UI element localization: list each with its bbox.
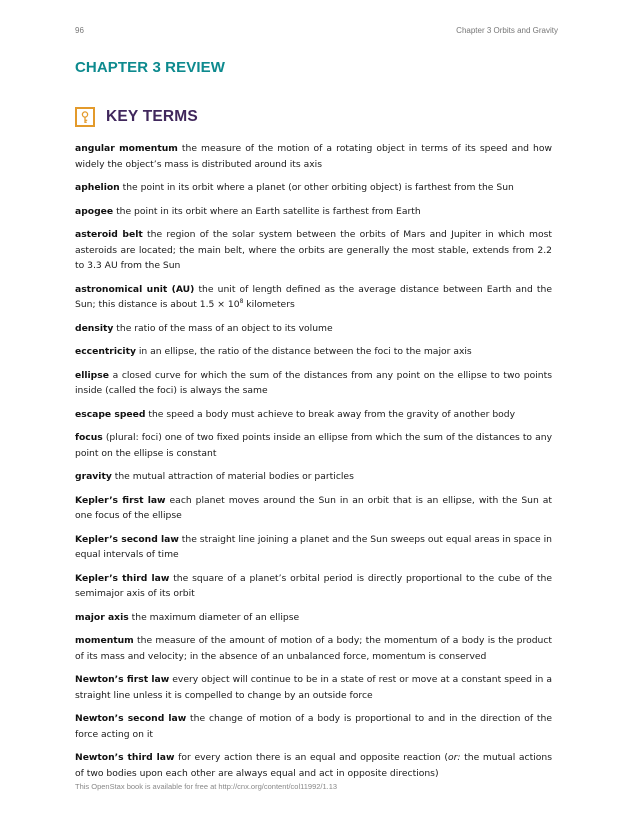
term-definition: the square of a planet’s orbital period is directly proportional to the cube of the semimajor axis of its orbit [75, 572, 552, 599]
key-term-entry [75, 571, 552, 602]
key-icon [75, 107, 95, 127]
term-name: gravity [75, 471, 112, 482]
term-name: momentum [75, 635, 134, 646]
key-term-entry [75, 282, 552, 313]
term-definition: the change of motion of a body is proportional to and in the direction of the force acting on it [75, 713, 553, 740]
key-terms-heading [75, 104, 198, 130]
term-definition: the mutual attraction of material bodies or particles [114, 471, 354, 482]
key-term-entry [75, 493, 552, 524]
term-definition: in an ellipse, the ratio of the distance between the foci to the major axis [138, 346, 472, 357]
key-term-entry [75, 141, 552, 172]
section-title: CHAPTER 3 REVIEW [75, 59, 225, 76]
key-term-entry [75, 672, 552, 703]
term-definition: a closed curve for which the sum of the distances from any point on the ellipse to two points inside (called the foci) is always the same [75, 369, 552, 396]
key-term-entry [75, 469, 552, 485]
page-number: 96 [75, 26, 84, 35]
term-name: focus [75, 432, 103, 443]
term-name: angular momentum [75, 143, 178, 154]
key-term-entry [75, 711, 552, 742]
term-definition: the speed a body must achieve to break away from the gravity of another body [148, 408, 516, 420]
key-term-entry [75, 633, 552, 664]
key-term-entry [75, 368, 552, 399]
key-term-entry [75, 321, 552, 337]
page-footer: This OpenStax book is available for free at http://cnx.org/content/col11992/1.13 [75, 782, 338, 791]
term-definition: the point in its orbit where an Earth satellite is farthest from Earth [116, 205, 421, 217]
term-definition: the maximum diameter of an ellipse [131, 611, 300, 623]
term-name: escape speed [75, 408, 146, 420]
term-definition: the unit of length defined as the average distance between Earth and the Sun; this distance is about 1.5 × 10 [75, 283, 552, 310]
term-name: asteroid belt [75, 229, 143, 240]
term-definition: the straight line joining a planet and the Sun sweeps out equal areas in space in equal intervals of time [75, 533, 552, 560]
term-name: Newton’s third law [75, 752, 175, 763]
term-definition: (plural: foci) one of two fixed points inside an ellipse from which the sum of the distances to any point on the ellipse is constant [75, 432, 553, 459]
key-terms-title: KEY TERMS [106, 108, 198, 125]
term-name: major axis [75, 611, 129, 623]
key-term-entry [75, 430, 552, 461]
term-name: Kepler’s third law [75, 572, 170, 584]
key-term-entry [75, 610, 552, 626]
term-name: apogee [75, 205, 114, 217]
key-term-entry [75, 204, 552, 220]
term-definition: the region of the solar system between the orbits of Mars and Jupiter in which most asteroids are located; the main belt, where the orbits are generally the most stable, extends from 2.2 to 3.3 AU from the Sun [75, 229, 553, 271]
term-name: Newton’s second law [75, 713, 187, 724]
term-name: Kepler’s second law [75, 533, 179, 545]
term-name: density [75, 322, 114, 334]
term-definition-continued: kilometers [243, 299, 295, 310]
term-name: Newton’s first law [75, 674, 170, 685]
term-definition-continued: the mutual actions of two bodies upon each other are always equal and act in opposite directions) [75, 752, 552, 779]
term-name: eccentricity [75, 346, 136, 357]
term-name: astronomical unit (AU) [75, 283, 195, 295]
term-definition: the ratio of the mass of an object to its volume [116, 322, 333, 334]
key-term-entry [75, 750, 552, 781]
term-name: aphelion [75, 182, 120, 193]
key-term-entry [75, 227, 552, 274]
superscript: 8 [239, 297, 244, 305]
running-header: Chapter 3 Orbits and Gravity [456, 26, 558, 35]
term-definition: for every action there is an equal and opposite reaction ( [178, 752, 448, 763]
key-terms-list [75, 141, 552, 789]
term-definition: each planet moves around the Sun in an orbit that is an ellipse, with the Sun at one focus of the ellipse [75, 494, 552, 521]
term-name: ellipse [75, 369, 109, 381]
key-term-entry [75, 344, 552, 360]
term-definition: the point in its orbit where a planet (or other orbiting object) is farthest from the Sun [122, 182, 514, 193]
term-name: Kepler’s first law [75, 494, 166, 506]
term-definition: every object will continue to be in a state of rest or move at a constant speed in a straight line unless it is compelled to change by an outside force [75, 674, 553, 701]
term-definition: the measure of the motion of a rotating object in terms of its speed and how widely the object’s mass is distributed around its axis [75, 143, 552, 170]
italic-text: or: [448, 752, 461, 763]
key-term-entry [75, 180, 552, 196]
key-term-entry [75, 532, 552, 563]
term-definition: the measure of the amount of motion of a body; the momentum of a body is the product of its mass and velocity; in the absence of an unbalanced force, momentum is conserved [75, 635, 552, 662]
key-term-entry [75, 407, 552, 423]
